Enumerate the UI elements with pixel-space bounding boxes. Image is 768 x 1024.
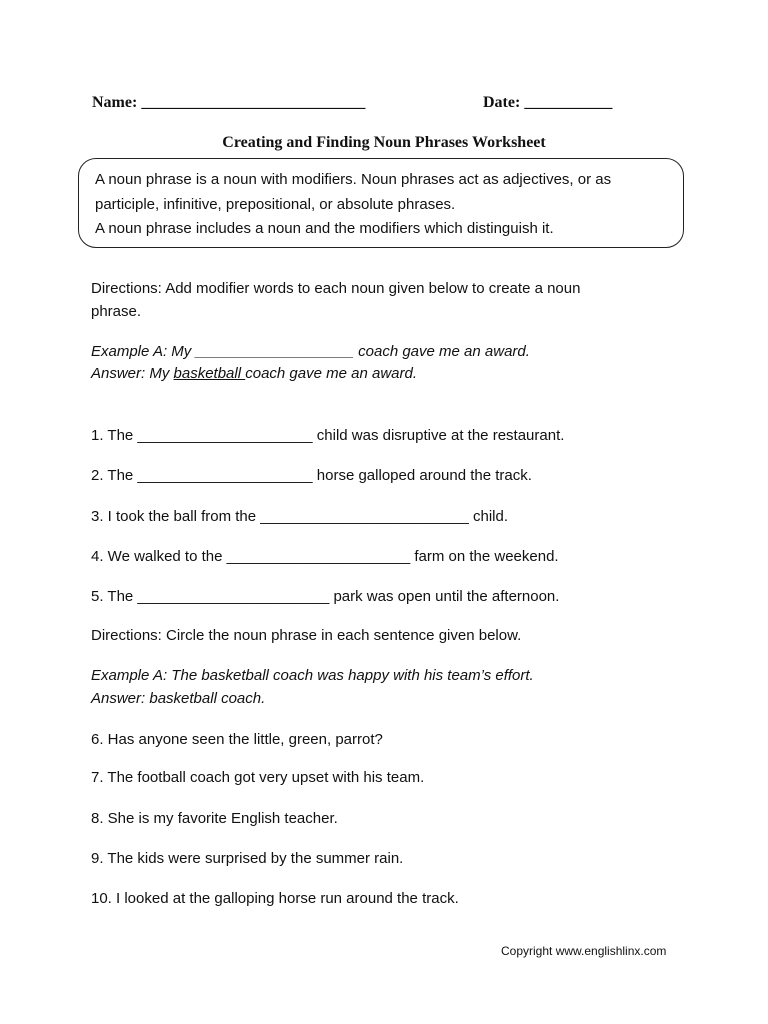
part1-answer	[91, 363, 417, 385]
part2-example: Example A: The basketball coach was happy with his team’s effort.	[91, 667, 534, 684]
definition-line: A noun phrase includes a noun and the modifiers which distinguish it.	[95, 220, 554, 237]
question-item: 1. The _____________________ child was disruptive at the restaurant.	[91, 427, 565, 444]
answer-prefix: Answer: My	[91, 365, 174, 382]
copyright-text: Copyright www.englishlinx.com	[501, 944, 667, 958]
answer-suffix: coach gave me an award.	[245, 365, 418, 382]
part1-directions: Directions: Add modifier words to each noun given below to create a noun	[91, 280, 581, 297]
question-item: 5. The _______________________ park was open until the afternoon.	[91, 588, 560, 605]
question-item: 10. I looked at the galloping horse run around the track.	[91, 890, 459, 907]
part2-directions: Directions: Circle the noun phrase in each sentence given below.	[91, 627, 522, 644]
worksheet-title: Creating and Finding Noun Phrases Worksheet	[222, 134, 546, 151]
definition-line: participle, infinitive, prepositional, or absolute phrases.	[95, 196, 456, 213]
part1-directions-cont: phrase.	[91, 303, 142, 320]
name-field-label: Name: ____________________________	[92, 94, 366, 111]
question-item: 3. I took the ball from the _________________________ child.	[91, 508, 508, 525]
question-item: 6. Has anyone seen the little, green, parrot?	[91, 731, 383, 748]
definition-line: A noun phrase is a noun with modifiers. Noun phrases act as adjectives, or as	[95, 171, 612, 188]
question-item: 9. The kids were surprised by the summer rain.	[91, 850, 404, 867]
question-item: 4. We walked to the ______________________ farm on the weekend.	[91, 548, 559, 565]
question-item: 2. The _____________________ horse galloped around the track.	[91, 467, 532, 484]
question-item: 8. She is my favorite English teacher.	[91, 810, 338, 827]
part1-example: Example A: My ___________________ coach gave me an award.	[91, 343, 530, 360]
question-item: 7. The football coach got very upset with his team.	[91, 769, 425, 786]
answer-underlined-word: basketball	[173, 365, 246, 382]
part2-answer: Answer: basketball coach.	[91, 690, 266, 707]
date-field-label: Date: ___________	[483, 94, 613, 111]
